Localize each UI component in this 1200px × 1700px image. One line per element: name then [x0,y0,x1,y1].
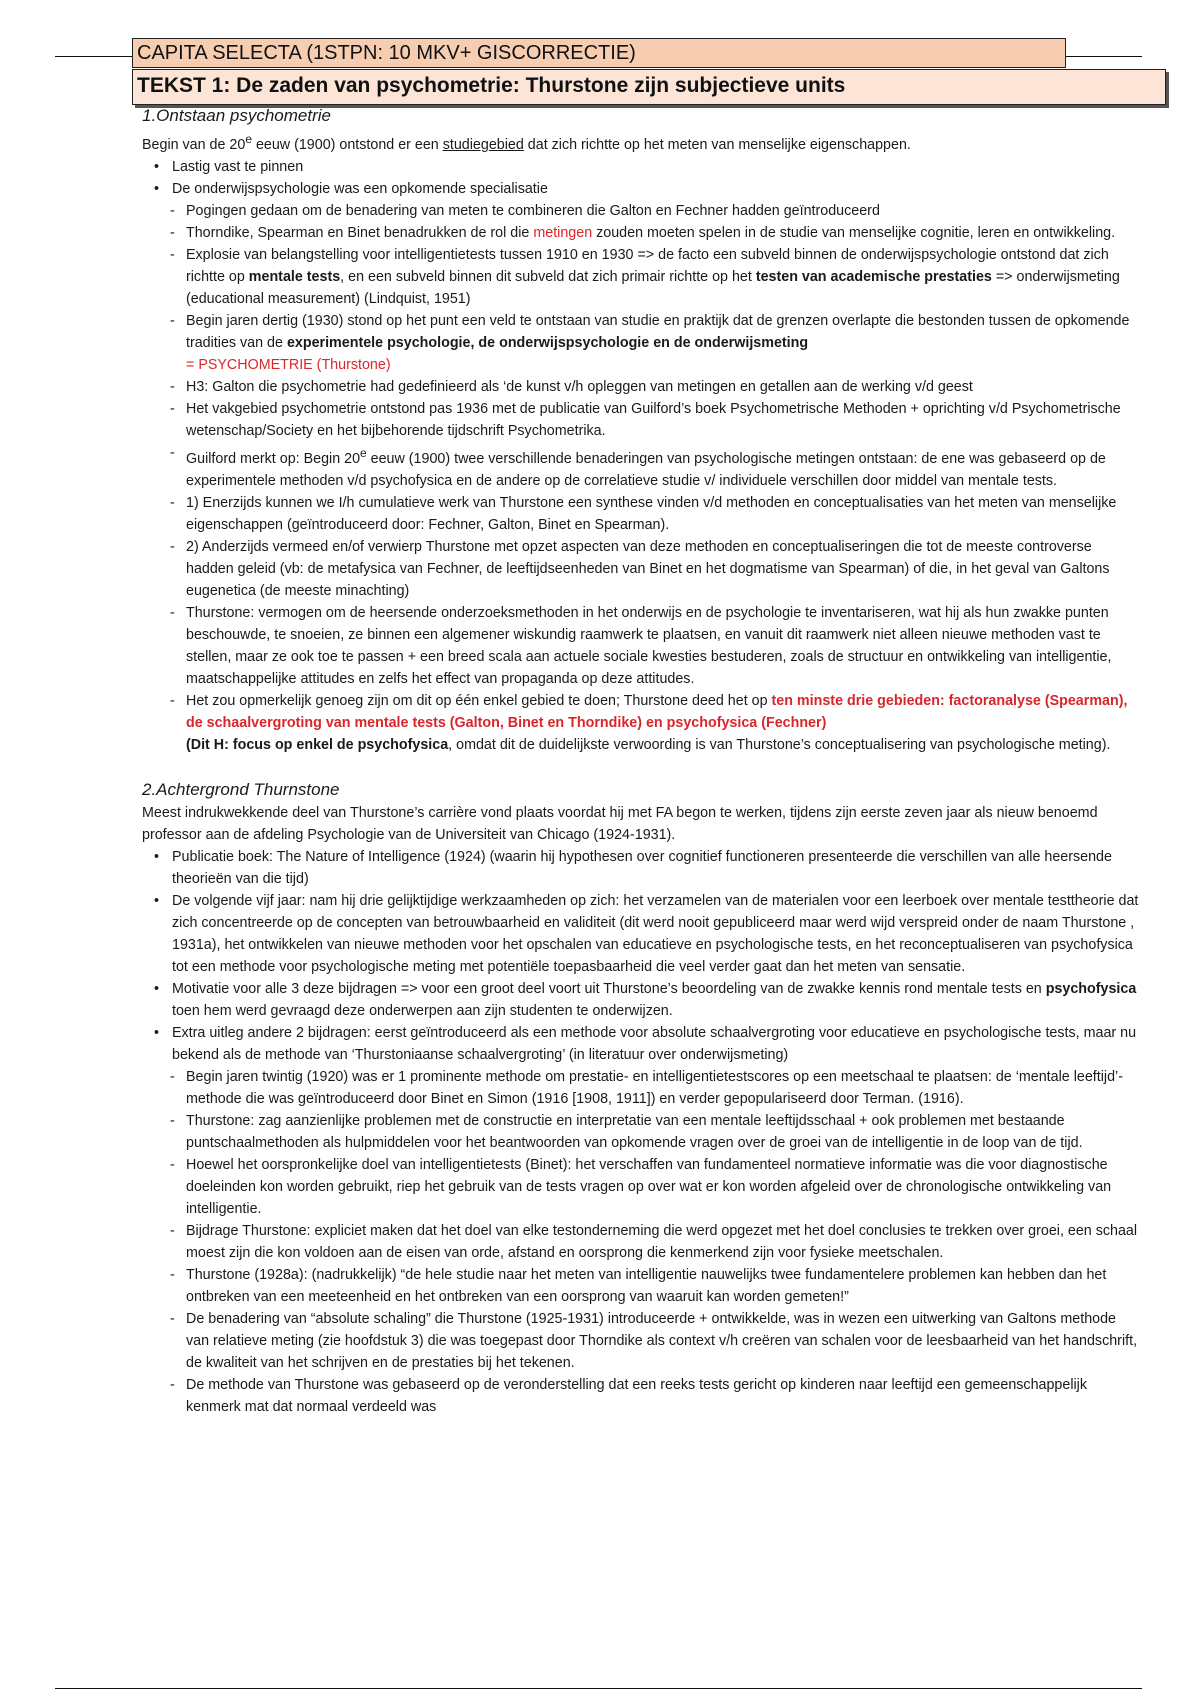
dash-item: - Hoewel het oorspronkelijke doel van intelligentietests (Binet): het verschaffen van fundamenteel normatieve informatie was die voor diagnostische doeleinden kon worden gebruikt, riep het gebruik van de tests vragen op over wat er kon worden afgeleid over de chronologische ontwikkeling van intelligentie. [142,1154,1142,1220]
text-run: Guilford merkt op: Begin 20 [186,450,361,467]
red-highlight: ten minste drie gebieden: factoranalyse (Spearman), de schaalvergroting van mentale tests (Galton, Binet en Thorndike) en psychofysica (Fechner) [186,692,1128,731]
dash-item [142,690,1142,756]
bullet-item: • De onderwijspsychologie was een opkomende specialisatie [142,178,1142,200]
dash-item: - Thurstone: zag aanzienlijke problemen met de constructie en interpretatie van een mentale leeftijdsschaal + ook problemen met bestaande puntschaalmethoden als hulpmiddelen voor het beantwoorden van opkomende vragen over de groei van de intelligentie in de loop van de tijd. [142,1110,1142,1154]
text-run: eeuw (1900) twee verschillende benaderingen van psychologische metingen ontstaan: de ene was gebaseerd op de experimentele methoden v/d psychofysica en de andere op de correlatieve studie v/ individuele verschillen door middel van mentale tests. [186,450,1106,489]
dash-item: - 2) Anderzijds vermeed en/of verwierp Thurstone met opzet aspecten van deze methoden en conceptualiseringen die tot de meeste controverse hadden geleid (vb: de metafysica van Fechner, de leeftijdseenheden van Binet en het dogmatisme van Spearman) of die, in het geval van Galtons eugenetica (de meeste minachting) [142,536,1142,602]
text-run: , en een subveld binnen dit subveld dat zich primair richtte op het [340,268,756,285]
text-run: => onderwijsmeting (educational measurement) (Lindquist, 1951) [186,268,1120,307]
dash-item [142,244,1142,310]
bold-term: psychofysica [1045,980,1137,997]
text-title: TEKST 1: De zaden van psychometrie: Thurstone zijn subjectieve units [132,69,1166,105]
red-highlight: metingen [533,224,593,241]
dash-item: - 1) Enerzijds kunnen we I/h cumulatieve werk van Thurstone een synthese vinden v/d methoden en conceptualisaties van het meten van menselijke eigenschappen (geïntroduceerd door: Fechner, Galton, Binet en Spearman). [142,492,1142,536]
dash-item [142,222,1142,244]
text-run: dat zich richtte op het meten van menselijke eigenschappen. [523,136,911,153]
dash-item: - De benadering van “absolute schaling” die Thurstone (1925-1931) introduceerde + ontwikkelde, was in wezen een uitwerking van Galtons methode van relatieve meting (zie hoofdstuk 3) die was toegepast door Thorndike als context v/h creëren van schalen voor de leesbaarheid van het handschrift, de kwaliteit van het schrijven en de prestaties bij het tekenen. [142,1308,1142,1374]
text-run: Thorndike, Spearman en Binet benadrukken de rol die [186,224,534,241]
bullet-item: • Lastig vast te pinnen [142,156,1142,178]
header-rule-right [1066,56,1142,57]
bullet-list [142,156,1142,200]
text-run: Explosie van belangstelling voor intelligentietests tussen 1910 en 1930 => de facto een subveld binnen de onderwijspsychologie ontstond dat zich richtte op [186,246,1109,285]
dash-item: - H3: Galton die psychometrie had gedefinieerd als ‘de kunst v/h opleggen van metingen en getallen aan de werking v/d geest [142,376,1142,398]
document-body [142,104,1142,1418]
red-highlight: = PSYCHOMETRIE (Thurstone) [186,356,391,373]
paragraph: Meest indrukwekkende deel van Thurstone’s carrière vond plaats voordat hij met FA begon te werken, tijdens zijn eerste zeven jaar als nieuw benoemd professor aan de afdeling Psychologie van de Universiteit van Chicago (1924-1931). [142,804,1098,843]
superscript: e [245,132,252,146]
dash-list [142,1066,1142,1418]
paragraph [142,128,1142,156]
bold-term: testen van academische prestaties [755,268,992,285]
text-run: zouden moeten spelen in de studie van menselijke cognitie, leren en ontwikkeling. [592,224,1116,241]
superscript: e [360,445,367,460]
dash-item: - Bijdrage Thurstone: expliciet maken dat het doel van elke testonderneming die werd opgezet met het doel conclusies te trekken over groei, een schaal moest zijn die kon voldoen aan de eisen van orde, afstand en oorsprong die kenmerkend zijn voor fysieke meetschalen. [142,1220,1142,1264]
bullet-item: • Publicatie boek: The Nature of Intelligence (1924) (waarin hij hypothesen over cognitief functioneren presenteerde die verschillen van alle heersende theorieën van die tijd) [142,846,1142,890]
section-heading: 1.Ontstaan psychometrie [142,106,331,125]
dash-item: - Thurstone: vermogen om de heersende onderzoeksmethoden in het onderwijs en de psychologie te inventariseren, wat hij als hun zwakke punten beschouwde, te snoeien, ze binnen een algemener wiskundig raamwerk te plaatsen, en vanuit dit raamwerk niet alleen nieuwe methoden vast te stellen, maar ze ook toe te passen + een breed scala aan actuele sociale kwesties bestuderen, zoals de structuur en ontwikkeling van intelligentie, maatschappelijke attitudes en zelfs het effect van propaganda op deze attitudes. [142,602,1142,690]
bullet-item [142,978,1142,1022]
course-title: CAPITA SELECTA (1STPN: 10 MKV+ GISCORRECTIE) [132,38,1066,68]
text-run: Begin jaren dertig (1930) stond op het punt een veld te ontstaan van studie en praktijk dat de grenzen overlapte die bestonden tussen de opkomende tradities van de [186,312,1130,351]
dash-item: - De methode van Thurstone was gebaseerd op de veronderstelling dat een reeks tests gericht op kinderen naar leeftijd een gemeenschappelijk kenmerk mat dat normaal verdeeld was [142,1374,1142,1418]
bold-term: (Dit H: focus op enkel de psychofysica [186,736,449,753]
section-heading: 2.Achtergrond Thurnstone [142,779,340,799]
text-run: Motivatie voor alle 3 deze bijdragen => voor een groot deel voort uit Thurstone’s beoordeling van de zwakke kennis rond mentale tests en [172,980,1046,997]
dash-item: - Begin jaren twintig (1920) was er 1 prominente methode om prestatie- en intelligentietestscores op een meetschaal te plaatsen: de ‘mentale leeftijd’-methode die was geïntroduceerd door Binet en Simon (1916 [1908, 1911]) en verder gepopulariseerd door Terman. (1916). [142,1066,1142,1110]
text-run: Begin van de 20 [142,136,246,153]
dash-item [142,442,1142,492]
dash-list [142,200,1142,756]
text-run: toen hem werd gevraagd deze onderwerpen aan zijn studenten te onderwijzen. [172,1002,673,1019]
dash-item: - Thurstone (1928a): (nadrukkelijk) “de hele studie naar het meten van intelligentie nauwelijks twee fundamentelere problemen kan hebben dan het ontbreken van een meeteenheid en het ontbreken van een oorsprong van waaruit kan worden gemeten!” [142,1264,1142,1308]
header-rule-left [55,56,133,57]
bold-term: experimentele psychologie, de onderwijspsychologie en de onderwijsmeting [286,334,809,351]
text-run: , omdat dit de duidelijkste verwoording is van Thurstone’s conceptualisering van psychologische meting). [448,736,1111,753]
text-run: eeuw (1900) ontstond er een [251,136,443,153]
bullet-list [142,846,1142,1066]
dash-item [142,310,1142,376]
bullet-item: • Extra uitleg andere 2 bijdragen: eerst geïntroduceerd als een methode voor absolute schaalvergroting voor educatieve en psychologische tests, maar nu bekend als de methode van ‘Thurstoniaanse schaalvergroting’ (in literatuur over onderwijsmeting) [142,1022,1142,1066]
dash-item: - Het vakgebied psychometrie ontstond pas 1936 met de publicatie van Guilford’s boek Psychometrische Methoden + oprichting v/d Psychometrische wetenschap/Society en het bijbehorende tijdschrift Psychometrika. [142,398,1142,442]
bullet-item: • De volgende vijf jaar: nam hij drie gelijktijdige werkzaamheden op zich: het verzamelen van de materialen voor een leerboek over mentale testtheorie dat zich concentreerde op de concepten van betrouwbaarheid en validiteit (dit werd nooit gepubliceerd maar werd wijd verspreid onder de naam Thurstone , 1931a), het ontwikkelen van nieuwe methoden voor het opschalen van educatieve en psychologische tests, en het reconceptualiseren van psychofysica tot een methode voor psychologische meting met potentiële toepasbaarheid die veel verder gaat dan het meten van sensatie. [142,890,1142,978]
footer-rule [55,1688,1142,1689]
spacer [142,756,1142,778]
bold-term: mentale tests [248,268,341,285]
dash-item: - Pogingen gedaan om de benadering van meten te combineren die Galton en Fechner hadden geïntroduceerd [142,200,1142,222]
text-run: Het zou opmerkelijk genoeg zijn om dit op één enkel gebied te doen; Thurstone deed het op [186,692,772,709]
underlined-term: studiegebied [442,136,524,153]
